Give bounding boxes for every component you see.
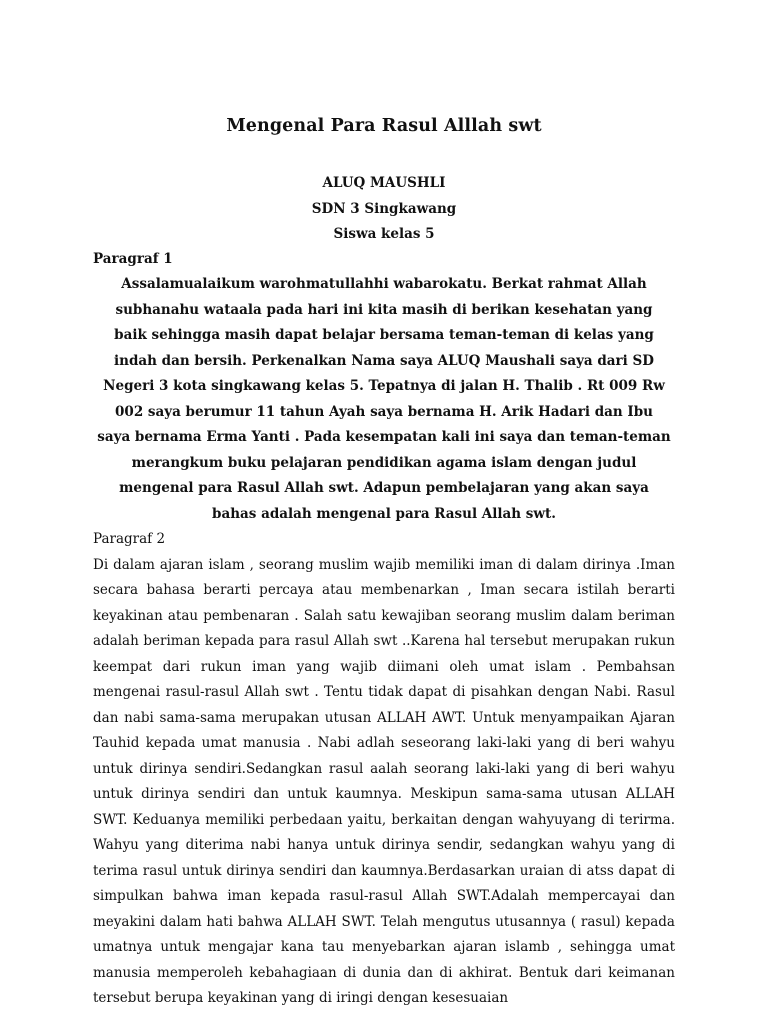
author-name: ALUQ MAUSHLI bbox=[322, 175, 446, 191]
school-name: SDN 3 Singkawang bbox=[311, 200, 457, 217]
paragraph-2-heading: Paragraf 2 bbox=[93, 531, 166, 547]
student-grade: Siswa kelas 5 bbox=[333, 226, 435, 242]
author-block bbox=[93, 171, 675, 248]
document-title: Mengenal Para Rasul Alllah swt bbox=[226, 116, 542, 136]
paragraph-2-text: Di dalam ajaran islam , seorang muslim wajib memiliki iman di dalam dirinya .Iman secara bahasa berarti percaya atau membenarkan , Iman secara istilah berarti keyakinan atau pembenaran . Salah satu kewajiban seorang muslim dalam beriman adalah beriman kepada para rasul Allah swt ..Karena hal tersebut merupakan rukun keempat dari rukun iman yang wajib diimani oleh umat islam . Pembahsan mengenai rasul-rasul Allah swt . Tentu tidak dapat di pisahkan dengan Nabi. Rasul dan nabi sama-sama merupakan utusan ALLAH AWT. Untuk menyampaikan Ajaran Tauhid kepada umat manusia . Nabi adlah seseorang laki-laki yang di beri wahyu untuk dirinya sendiri.Sedangkan rasul aalah seorang laki-laki yang di beri wahyu untuk dirinya sendiri dan untuk kaumnya. Meskipun sama-sama utusan ALLAH SWT. Keduanya memiliki perbedaan yaitu, berkaitan dengan wahyuyang di terirma. Wahyu yang diterima nabi hanya untuk dirinya sendir, sedangkan wahyu yang di terima rasul untuk dirinya sendiri dan kaumnya.Berdasarkan uraian di atss dapat di simpulkan bahwa iman kepada rasul-rasul Allah SWT.Adalah mempercayai dan meyakini dalam hati bahwa ALLAH SWT. Telah mengutus utusannya ( rasul) kepada umatnya untuk mengajar kana tau menyebarkan ajaran islamb , sehingga umat manusia memperoleh kebahagiaan di dunia dan di akhirat. Bentuk dari keimanan tersebut berupa keyakinan yang di iringi dengan kesesuaian bbox=[93, 556, 675, 1006]
paragraph-1-text: Assalamualaikum warohmatullahhi wabarokatu. Berkat rahmat Allah subhanahu wataala pada hari ini kita masih di berikan kesehatan yang baik sehingga masih dapat belajar bersama teman-teman di kelas yang indah dan bersih. Perkenalkan Nama saya ALUQ Maushali saya dari SD Negeri 3 kota singkawang kelas 5. Tepatnya di jalan H. Thalib . Rt 009 Rw 002 saya berumur 11 tahun Ayah saya bernama H. Arik Hadari dan Ibu saya bernama Erma Yanti . Pada kesempatan kali ini saya dan teman-teman merangkum buku pelajaran pendidikan agama islam dengan judul mengenal para Rasul Allah swt. Adapun pembelajaran yang akan saya bahas adalah mengenal para Rasul Allah swt. bbox=[97, 276, 671, 522]
paragraph-1-heading: Paragraf 1 bbox=[93, 250, 173, 267]
